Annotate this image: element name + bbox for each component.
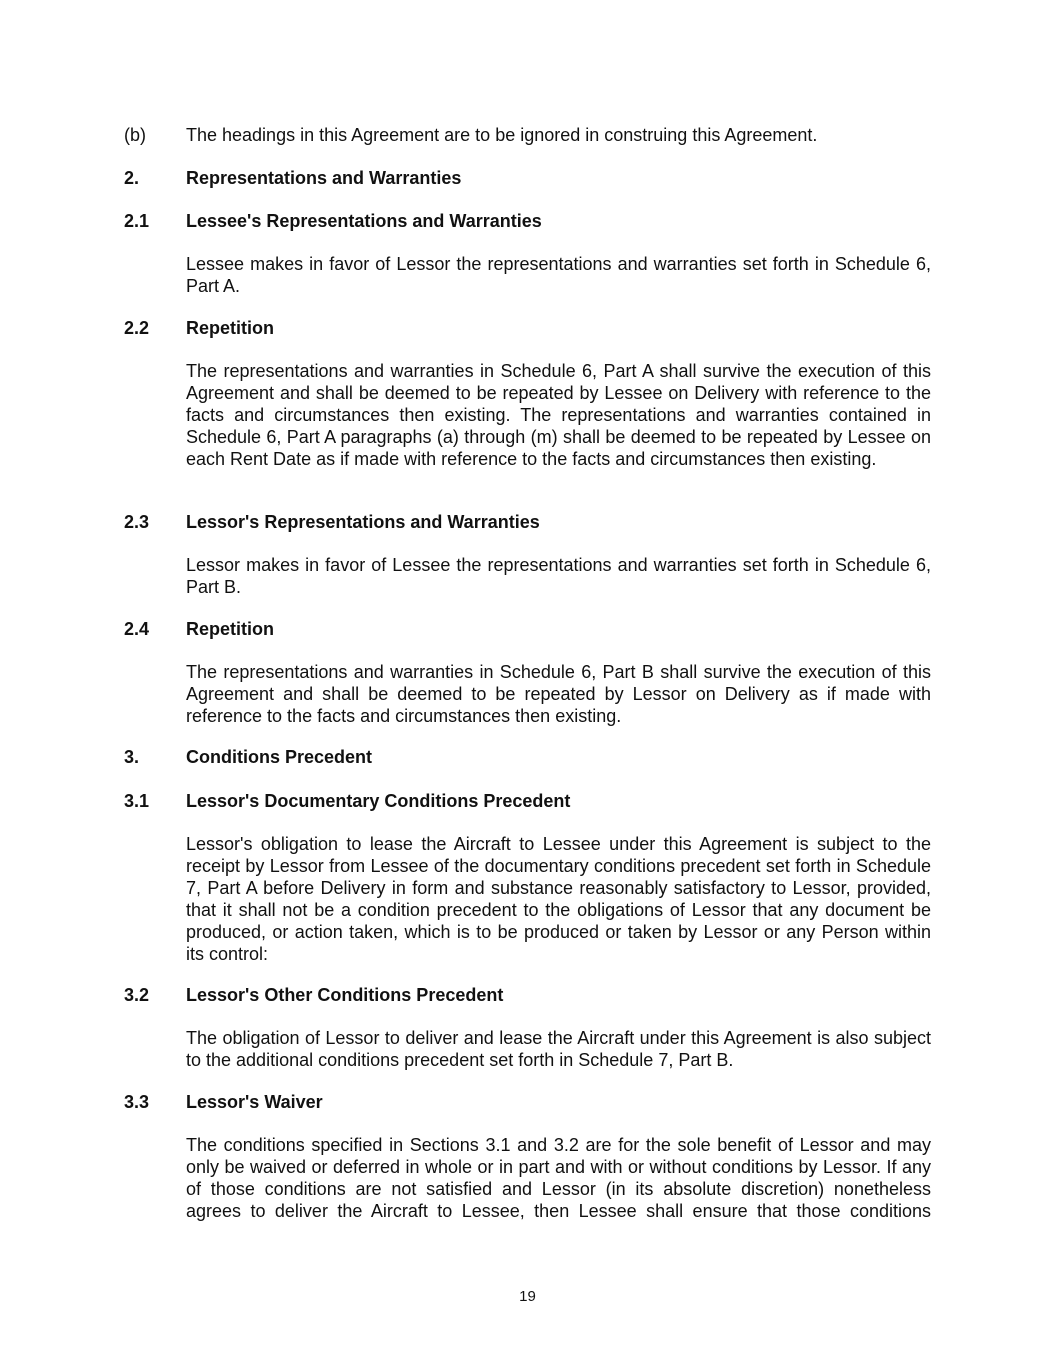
section-title: Representations and Warranties [186,168,462,188]
section-title: Conditions Precedent [186,747,373,767]
page-number: 19 [519,1288,536,1305]
section-title: Lessor's Documentary Conditions Precedent [186,791,571,811]
section-body-2-3: Lessor makes in favor of Lessee the representations and warranties set forth in Schedule 6, Part B. [186,555,931,597]
section-body-2-1: Lessee makes in favor of Lessor the representations and warranties set forth in Schedule 6, Part A. [186,254,931,296]
clause-text: The headings in this Agreement are to be ignored in construing this Agreement. [186,125,818,145]
section-title: Lessee's Representations and Warranties [186,211,542,231]
section-number: 2.1 [124,211,150,231]
section-number: 2.4 [124,619,150,639]
section-body-3-1: Lessor's obligation to lease the Aircraft to Lessee under this Agreement is subject to the receipt by Lessor from Lessee of the documentary conditions precedent set forth in Schedule 7, Part A before Delivery in form and substance reasonably satisfactory to Lessor, provided, that it shall not be a condition precedent to the obligations of Lessor that any document be produced, or action taken, which is to be produced or taken by Lessor or any Person within its control: [186,834,931,964]
section-body-2-4: The representations and warranties in Schedule 6, Part B shall survive the execution of this Agreement and shall be deemed to be repeated by Lessor on Delivery as if made with reference to the facts and circumstances then existing. [186,662,931,726]
section-title: Lessor's Other Conditions Precedent [186,985,504,1005]
section-title: Repetition [186,318,274,338]
section-body-3-3: The conditions specified in Sections 3.1 and 3.2 are for the sole benefit of Lessor and may only be waived or deferred in whole or in part and with or without conditions by Lessor. If any of those conditions are not satisfied and Lessor (in its absolute discretion) nonetheless agrees to deliver the Aircraft to Lessee, then Lessee shall ensure that those conditions [186,1135,931,1221]
section-number: 3. [124,747,140,767]
clause-label: (b) [124,125,146,145]
section-title: Lessor's Representations and Warranties [186,512,540,532]
section-number: 2. [124,168,140,188]
section-body-2-2: The representations and warranties in Schedule 6, Part A shall survive the execution of this Agreement and shall be deemed to be repeated by Lessee on Delivery with reference to the facts and circumstances then existing. The representations and warranties contained in Schedule 6, Part A paragraphs (a) through (m) shall be deemed to be repeated by Lessee on each Rent Date as if made with reference to the facts and circumstances then existing. [186,361,931,469]
section-title: Lessor's Waiver [186,1092,323,1112]
section-body-3-2: The obligation of Lessor to deliver and lease the Aircraft under this Agreement is also subject to the additional conditions precedent set forth in Schedule 7, Part B. [186,1028,931,1070]
section-title: Repetition [186,619,274,639]
section-number: 3.1 [124,791,150,811]
section-number: 2.2 [124,318,150,338]
section-number: 3.3 [124,1092,150,1112]
section-number: 3.2 [124,985,150,1005]
section-number: 2.3 [124,512,150,532]
